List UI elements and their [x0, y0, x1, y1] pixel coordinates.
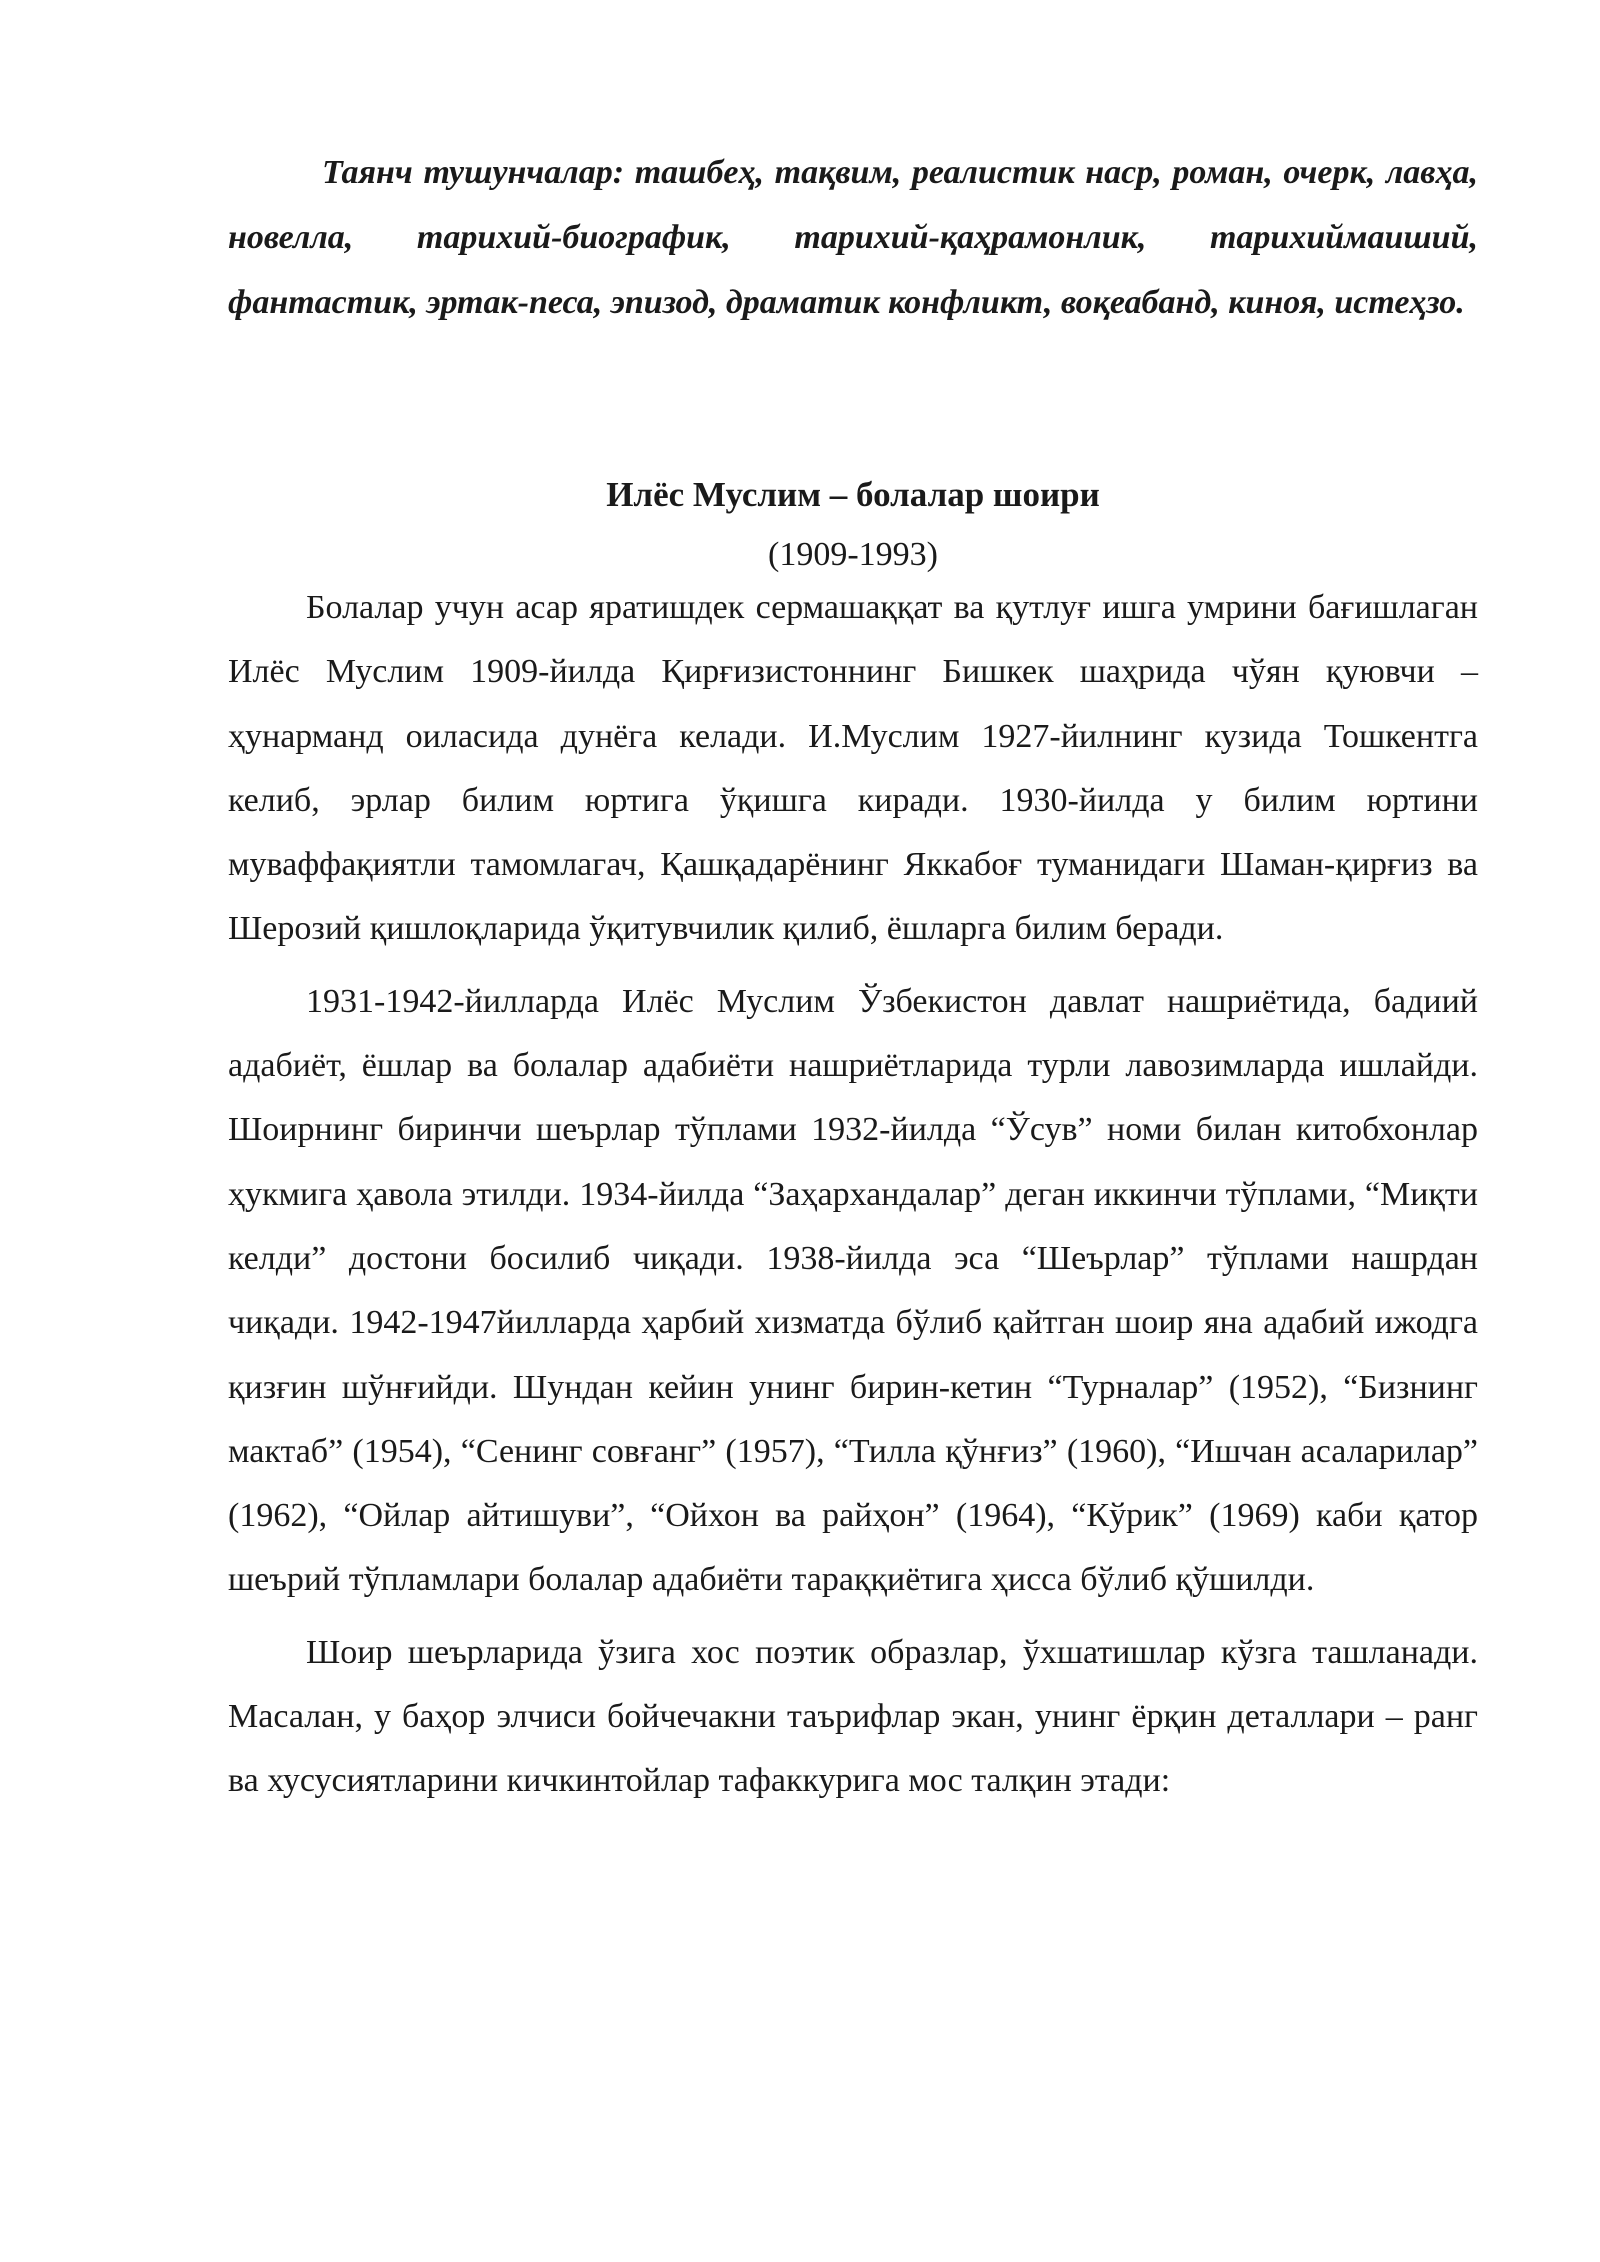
paragraph-poetics: Шоир шеърларида ўзига хос поэтик образлар, ўхшатишлар кўзга ташланади. Масалан, у баҳор элчиси бойчечакни таърифлар экан, унинг ёрқин деталлари – ранг ва хусусиятларини кичкинтойлар тафаккурига мос талқин этади:	[228, 1633, 1478, 1800]
paragraph-works: 1931-1942-йилларда Илёс Муслим Ўзбекистон давлат нашриётида, бадиий адабиёт, ёшлар ва болалар адабиёти нашриётларида турли лавозимларда ишлайди. Шоирнинг биринчи шеърлар тўплами 1932-йилда “Ўсув” номи билан китобхонлар ҳукмига ҳавола этилди. 1934-йилда “Заҳархандалар” деган иккинчи тўплами, “Миқти келди” достони босилиб чиқади. 1938-йилда эса “Шеърлар” тўплами нашрдан чиқади. 1942-1947йилларда ҳарбий хизматда бўлиб қайтган шоир яна адабий ижодга қизғин шўнғийди. Шундан кейин унинг бирин-кетин “Турналар” (1952), “Бизнинг мактаб” (1954), “Сенинг совғанг” (1957), “Тилла қўнғиз” (1960), “Ишчан асаларилар” (1962), “Ойлар айтишуви”, “Ойхон ва райҳон” (1964), “Кўрик” (1969) каби қатор шеърий тўпламлари болалар адабиёти тараққиётига ҳисса бўлиб қўшилди.	[228, 982, 1478, 1599]
life-years: (1909-1993)	[768, 536, 938, 573]
section-title: Илёс Муслим – болалар шоири	[606, 475, 1100, 514]
key-concepts: Таянч тушунчалар: ташбеҳ, тақвим, реалистик наср, роман, очерк, лавҳа, новелла, тарихий-биографик, тарихий-қаҳрамонлик, тарихиймаиший, фантастик, эртак-песа, эпизод, драматик конфликт, воқеабанд, киноя, истеҳзо.	[228, 154, 1478, 321]
paragraph-biography: Болалар учун асар яратишдек сермашаққат ва қутлуғ ишга умрини бағишлаган Илёс Муслим 1909-йилда Қирғизистоннинг Бишкек шаҳрида чўян қуювчи – ҳунарманд оиласида дунёга келади. И.Муслим 1927-йилнинг кузида Тошкентга келиб, эрлар билим юртига ўқишга киради. 1930-йилда у билим юртини муваффақиятли тамомлагач, Қашқадарёнинг Яккабоғ туманидаги Шаман-қирғиз ва Шерозий қишлоқларида ўқитувчилик қилиб, ёшларга билим беради.	[228, 589, 1478, 948]
body-text	[228, 576, 1478, 1822]
document-page	[228, 140, 1478, 1800]
